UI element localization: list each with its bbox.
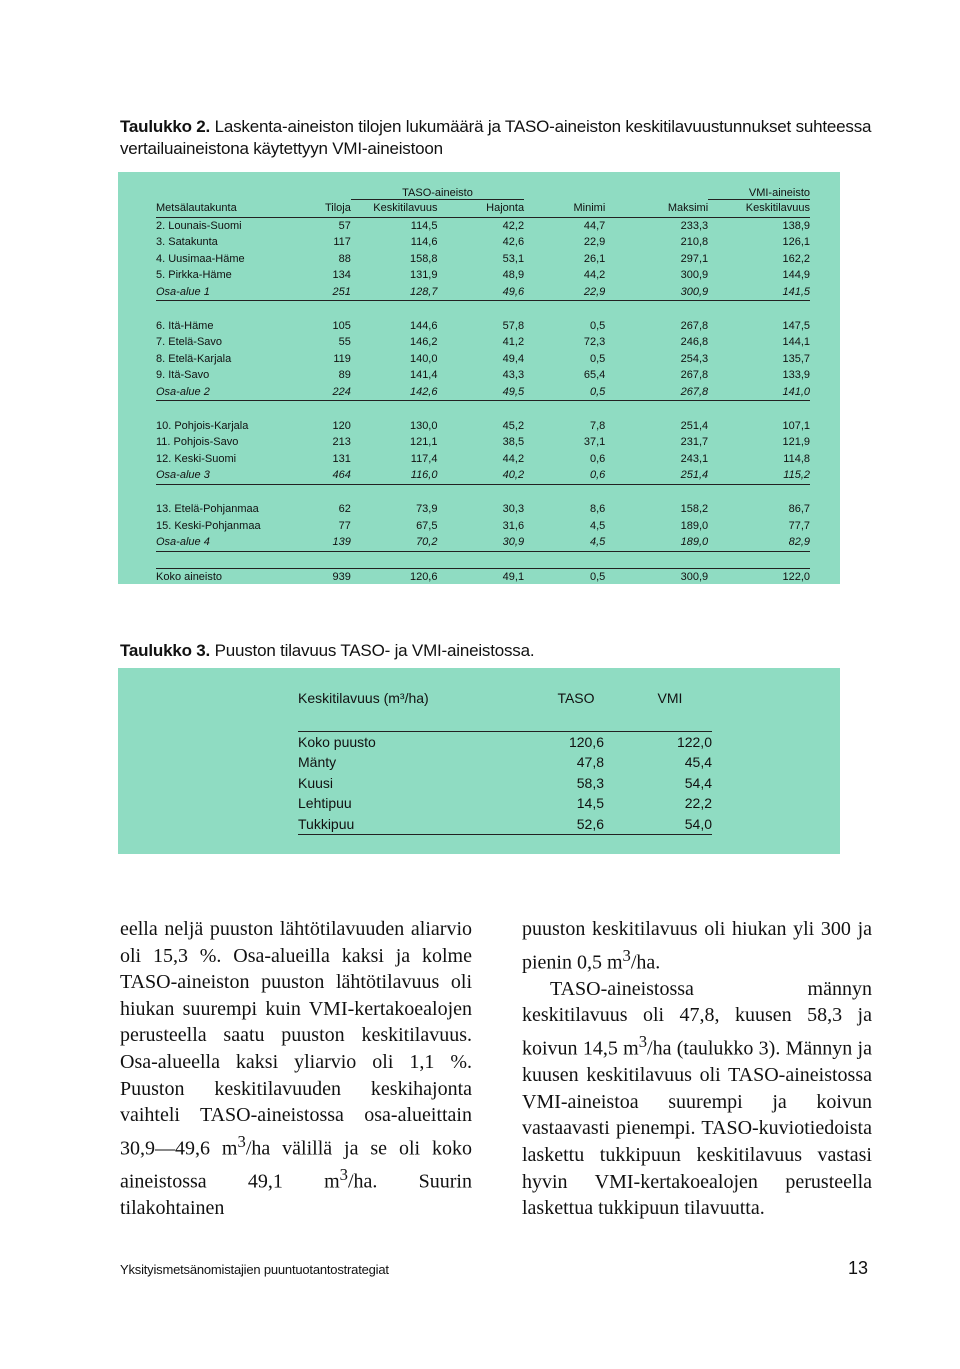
- table-cell: 72,3: [583, 336, 606, 349]
- table-cell: 0,6: [590, 452, 606, 465]
- table-cell: 49,4: [502, 352, 525, 365]
- table3: [298, 688, 712, 835]
- table-cell: 128,7: [351, 284, 438, 301]
- table2-label: Taulukko 2.: [120, 117, 211, 136]
- table-cell: 246,8: [680, 336, 709, 349]
- table-cell: 4. Uusimaa-Häme: [156, 252, 245, 265]
- table-cell: 121,1: [409, 436, 438, 449]
- table-cell: 54,0: [604, 814, 712, 835]
- table-cell: 5. Pirkka-Häme: [156, 269, 232, 282]
- table-cell: 44,2: [502, 452, 525, 465]
- table-cell: 114,5: [410, 219, 438, 232]
- table-cell: 0,5: [524, 384, 605, 401]
- table-cell: 189,0: [605, 534, 708, 551]
- table-cell: 11. Pohjois-Savo: [156, 436, 239, 449]
- col-header-tiloja: Tiloja: [318, 200, 350, 218]
- table-row: [156, 351, 810, 368]
- table-row: [156, 418, 810, 435]
- table-cell: 77: [338, 519, 351, 532]
- table-cell: Koko puusto: [298, 731, 548, 752]
- table-cell: 40,2: [437, 467, 524, 484]
- table-cell: Kuusi: [298, 774, 334, 791]
- table-cell: 57: [338, 219, 351, 232]
- table-cell: 0,5: [590, 319, 606, 332]
- table-cell: 144,6: [409, 319, 438, 332]
- table-cell: 45,4: [684, 754, 712, 771]
- table-cell: 267,8: [605, 384, 708, 401]
- table-cell: 107,1: [782, 419, 810, 432]
- table-cell: 89: [338, 369, 351, 382]
- table-cell: 62: [338, 503, 351, 516]
- table2: [156, 186, 810, 586]
- table-cell: 120,6: [548, 731, 604, 752]
- table-cell: 121,9: [782, 436, 810, 449]
- table-cell: 939: [318, 569, 350, 586]
- table-row: [156, 234, 810, 251]
- table-cell: 12. Keski-Suomi: [156, 452, 237, 465]
- table-cell: 141,5: [708, 284, 810, 301]
- table-cell: 43,3: [502, 369, 525, 382]
- table-cell: 140,0: [409, 352, 438, 365]
- table-cell: 54,4: [684, 774, 712, 791]
- table2-caption: [120, 116, 880, 160]
- table-cell: 2. Lounais-Suomi: [156, 219, 242, 232]
- table3-label: Taulukko 3.: [120, 641, 211, 660]
- table-cell: 13. Etelä-Pohjanmaa: [156, 503, 259, 516]
- table-cell: 135,7: [782, 352, 810, 365]
- table-cell: 158,2: [680, 503, 709, 516]
- table-cell: Tukkipuu: [298, 814, 548, 835]
- table-cell: 251,4: [605, 467, 708, 484]
- table-cell: 88: [338, 252, 351, 265]
- table-cell: 131: [332, 452, 351, 465]
- table-cell: 65,4: [583, 369, 606, 382]
- table-cell: 144,1: [782, 336, 810, 349]
- table-row: [156, 501, 810, 518]
- table-cell: 141,4: [409, 369, 438, 382]
- table-row: [156, 451, 810, 468]
- body-left-column: [120, 916, 472, 1222]
- table-cell: Osa-alue 2: [156, 384, 318, 401]
- table-cell: 213: [332, 436, 351, 449]
- table-cell: 0,5: [524, 569, 605, 586]
- table-cell: 122,0: [708, 569, 810, 586]
- table-cell: 142,6: [351, 384, 438, 401]
- table-cell: 10. Pohjois-Karjala: [156, 419, 249, 432]
- table-cell: 233,3: [680, 219, 709, 232]
- table-cell: 70,2: [351, 534, 438, 551]
- col-header-minimi: Minimi: [524, 200, 605, 218]
- table-cell: 210,8: [680, 236, 709, 249]
- table-cell: 162,2: [782, 252, 810, 265]
- table-subtotal-row: [156, 467, 810, 484]
- table-cell: 146,2: [409, 336, 438, 349]
- table-cell: 22,9: [524, 284, 605, 301]
- table3-caption-text: Puuston tilavuus TASO- ja VMI-aineistossa.: [214, 641, 535, 660]
- table-cell: 0,6: [524, 467, 605, 484]
- table-cell: 105: [332, 319, 351, 332]
- table-cell: 48,9: [502, 269, 525, 282]
- table-row: [298, 731, 712, 752]
- table-cell: 122,0: [604, 731, 712, 752]
- table-row: [298, 752, 712, 773]
- table-cell: 115,2: [708, 467, 810, 484]
- col-header-keskitilavuus: Keskitilavuus: [351, 200, 438, 218]
- table-cell: 139: [318, 534, 350, 551]
- table-cell: 14,5: [576, 795, 604, 812]
- table-cell: 77,7: [788, 519, 810, 532]
- table-cell: 126,1: [782, 236, 810, 249]
- table-row: [298, 773, 712, 794]
- table-cell: 58,3: [576, 774, 604, 791]
- table-cell: 158,8: [409, 252, 438, 265]
- table-cell: 116,0: [351, 467, 438, 484]
- table-cell: Mänty: [298, 754, 337, 771]
- table-cell: 231,7: [680, 436, 709, 449]
- table-cell: 300,9: [605, 284, 708, 301]
- table3-header-keskitilavuus: Keskitilavuus (m³/ha): [298, 690, 429, 707]
- table-cell: 9. Itä-Savo: [156, 369, 210, 382]
- table-cell: 55: [338, 336, 351, 349]
- table-cell: 44,2: [583, 269, 606, 282]
- table-cell: 254,3: [680, 352, 709, 365]
- table-cell: 67,5: [416, 519, 438, 532]
- table-cell: 47,8: [576, 754, 604, 771]
- table-cell: 44,7: [583, 219, 606, 232]
- table-cell: 42,2: [502, 219, 525, 232]
- footer-title: Yksityismetsänomistajien puuntuotantostrategiat: [120, 1262, 389, 1277]
- table-subtotal-row: [156, 534, 810, 551]
- table2-body: [156, 217, 810, 586]
- col-header-metsalautakunta: Metsälautakunta: [156, 200, 318, 218]
- body-right-paragraph-1: puuston keskitilavuus oli hiukan yli 300 ja pienin 0,5 $m^3/ha$.: [522, 918, 872, 974]
- table-cell: 49,5: [437, 384, 524, 401]
- table-cell: 189,0: [680, 519, 709, 532]
- table3-header-vmi: VMI: [657, 690, 683, 707]
- table-subtotal-row: [156, 384, 810, 401]
- table-cell: 38,5: [502, 436, 525, 449]
- table-cell: 251,4: [680, 419, 709, 432]
- table-cell: 82,9: [708, 534, 810, 551]
- table-cell: 130,0: [409, 419, 438, 432]
- table-row: [156, 318, 810, 335]
- table-cell: 267,8: [680, 319, 709, 332]
- table-cell: 117: [333, 236, 351, 249]
- table-cell: 133,9: [782, 369, 810, 382]
- body-right-column: [522, 916, 872, 1222]
- table-cell: 120: [332, 419, 351, 432]
- table-cell: 243,1: [680, 452, 709, 465]
- table-cell: 147,5: [782, 319, 810, 332]
- table-cell: 134: [332, 269, 351, 282]
- table-cell: 141,0: [708, 384, 810, 401]
- table-cell: 49,1: [437, 569, 524, 586]
- table-cell: 114,8: [783, 452, 810, 465]
- table-cell: 267,8: [680, 369, 709, 382]
- table-cell: 7,8: [590, 419, 606, 432]
- body-right-paragraph-2: TASO-aineistossa männyn keskitilavuus oli 47,8, kuusen 58,3 ja koivun 14,5 $m^3/ha$ (taulukko 3). Männyn ja kuusen keskitilavuus oli TASO-aineistossa VMI-aineistoa suurempi ja koivun vastaavasti pienempi. TASO-kuviotiedoista laskettu tukkipuun keskitilavuus vastasi hyvin VMI-kertakoealojen perusteella laskettua tukkipuun tilavuutta.: [522, 977, 872, 1220]
- table-cell: 41,2: [502, 336, 525, 349]
- table-cell: 119: [333, 352, 351, 365]
- table-cell: 31,6: [502, 519, 525, 532]
- table-row: [156, 217, 810, 234]
- table-row: [298, 814, 712, 835]
- table3-caption: [120, 640, 880, 662]
- table-cell: 30,9: [437, 534, 524, 551]
- table-cell: 300,9: [680, 269, 709, 282]
- table-cell: 464: [318, 467, 350, 484]
- table-row: [156, 434, 810, 451]
- table-cell: 73,9: [416, 503, 438, 516]
- group-header-vmi: VMI-aineisto: [708, 186, 810, 200]
- table-row: [156, 518, 810, 535]
- table-cell: 4,5: [524, 534, 605, 551]
- table-total-row: [156, 569, 810, 586]
- table-cell: 300,9: [605, 569, 708, 586]
- table-cell: 114,6: [410, 236, 438, 249]
- table-cell: 86,7: [788, 503, 810, 516]
- table-row: [298, 793, 712, 814]
- table-cell: 30,3: [502, 503, 525, 516]
- table-cell: 8. Etelä-Karjala: [156, 352, 232, 365]
- table-cell: 224: [318, 384, 350, 401]
- table-cell: 22,9: [583, 236, 606, 249]
- table-subtotal-row: [156, 284, 810, 301]
- table-cell: 57,8: [502, 319, 525, 332]
- table-cell: Lehtipuu: [298, 795, 352, 812]
- table-cell: 45,2: [502, 419, 525, 432]
- table-cell: 4,5: [590, 519, 606, 532]
- table-cell: 37,1: [583, 436, 606, 449]
- table-cell: 26,1: [583, 252, 606, 265]
- table-cell: Osa-alue 1: [156, 284, 318, 301]
- table-cell: 7. Etelä-Savo: [156, 336, 223, 349]
- table-cell: 120,6: [351, 569, 438, 586]
- table-cell: 144,9: [782, 269, 810, 282]
- table3-body: [298, 731, 712, 835]
- table-cell: Osa-alue 3: [156, 467, 318, 484]
- table-row: [156, 267, 810, 284]
- table-cell: 131,9: [409, 269, 438, 282]
- page-number: 13: [848, 1258, 869, 1278]
- table-cell: 22,2: [684, 795, 712, 812]
- table3-panel: [118, 668, 840, 854]
- table-cell: 6. Itä-Häme: [156, 319, 214, 332]
- table-cell: 15. Keski-Pohjanmaa: [156, 519, 261, 532]
- table-cell: 53,1: [502, 252, 525, 265]
- group-header-taso: TASO-aineisto: [351, 186, 524, 200]
- table-cell: 52,6: [548, 814, 604, 835]
- table-cell: 49,6: [437, 284, 524, 301]
- body-left-paragraph: eella neljä puuston lähtötilavuuden aliarvio oli 15,3 %. Osa-alueilla kaksi ja kolme TASO-aineiston puuston lähtötilavuus oli hiukan suurempi kuin VMI-kertakoealojen perusteella saatu puuston keskitilavuus. Osa-alueella kaksi yliarvio oli 1,1 %. Puuston keskitilavuuden keskihajonta vaihteli TASO-aineistossa osa-alueittain 30,9—49,6 $m^3/ha$ välillä ja se oli koko aineistossa 49,1 $m^3/ha$. Suurin tilakohtainen: [120, 918, 473, 1220]
- table-cell: 42,6: [502, 236, 525, 249]
- table-cell: Osa-alue 4: [156, 534, 318, 551]
- table-row: [156, 367, 810, 384]
- table-cell: 117,4: [410, 452, 438, 465]
- table-cell: 8,6: [590, 503, 606, 516]
- table-cell: 138,9: [782, 219, 810, 232]
- table-cell: 251: [318, 284, 350, 301]
- table-cell: 3. Satakunta: [156, 236, 218, 249]
- table-cell: 297,1: [680, 252, 709, 265]
- table-cell: Koko aineisto: [156, 569, 318, 586]
- table-cell: 0,5: [590, 352, 606, 365]
- col-header-hajonta: Hajonta: [437, 200, 524, 218]
- table-row: [156, 251, 810, 268]
- table2-panel: [118, 172, 840, 584]
- col-header-vmi-keskitilavuus: Keskitilavuus: [708, 200, 810, 218]
- table3-header-taso: TASO: [557, 690, 595, 707]
- col-header-maksimi: Maksimi: [605, 200, 708, 218]
- table-row: [156, 334, 810, 351]
- table2-caption-text: Laskenta-aineiston tilojen lukumäärä ja TASO-aineiston keskitilavuustunnukset suhteessa vertailuaineistona käytettyyn VMI-aineistoon: [120, 117, 872, 158]
